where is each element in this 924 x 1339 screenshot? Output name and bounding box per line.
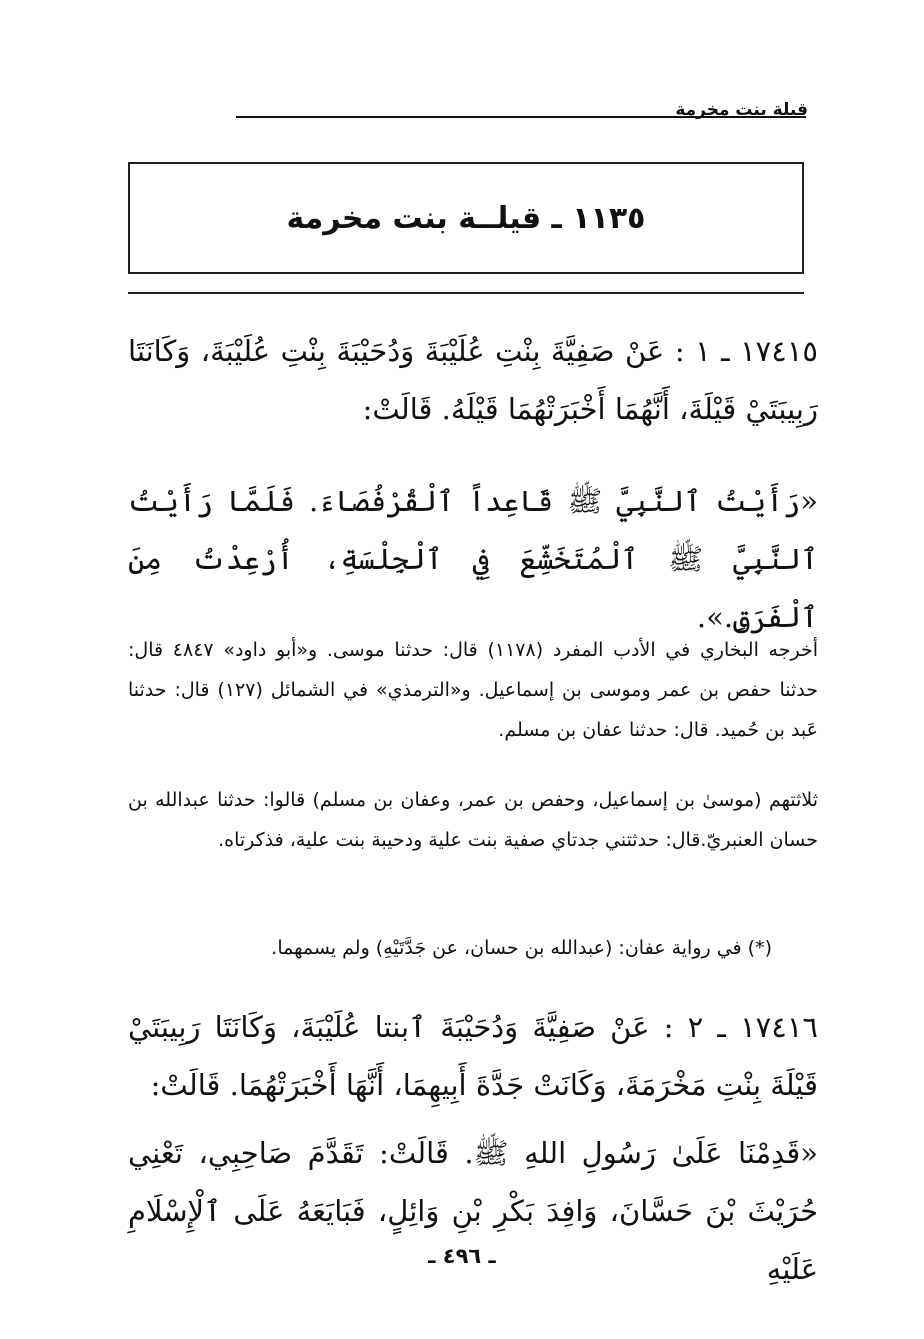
page-number: ـ ٤٩٦ ـ [428,1244,496,1268]
entry-title-box [128,162,804,274]
hadith-1-quote: «رَأَيْتُ ٱلنَّبِيَّ ﷺ قَاعِداً ٱلْقُرْفُصَاءَ. فَلَمَّا رَأَيْتُ ٱلنَّبِيَّ ﷺ ٱلْمُتَخَشِّعَ فِي ٱلْجِلْسَةِ، أُرْعِدْتُ مِنَ ٱلْفَرَقِ.». [128,484,818,634]
footnote: (*) في رواية عفان: (عبدالله بن حسان، عن جَدَّتَيْهِ) ولم يسمهما. [271,937,772,959]
title-under-rule [128,292,804,294]
hadith-1-text: ١٧٤١٥ ـ ١ : عَنْ صَفِيَّةَ بِنْتِ عُلَيْبَةَ وَدُحَيْبَةَ بِنْتِ عُلَيْبَةَ، وَكَانَتَا رَبِيبَتَيْ قَيْلَةَ، أَنَّهُمَا أَخْبَرَتْهُمَا قَيْلَهُ. قَالَتْ: [128,334,818,426]
header-rule [236,116,806,118]
takhrij-paragraph-1: أخرجه البخاري في الأدب المفرد (١١٧٨) قال: حدثنا موسى. و«أبو داود» ٤٨٤٧ قال: حدثنا حفص بن عمر وموسى بن إسماعيل. و«الترمذي» في الشمائل (١٢٧) قال: حدثنا عَبد بن حُميد. قال: حدثنا عفان بن مسلم. [128,639,818,741]
takhrij-paragraph-2: ثلاثتهم (موسىٰ بن إسماعيل، وحفص بن عمر، وعفان بن مسلم) قالوا: حدثنا عبدالله بن حسان العنبريّ.قال: حدثتني جدتاي صفية بنت علية ودحيبة بنت علية، فذكرتاه. [128,789,818,851]
running-header [118,98,808,128]
hadith-2-text: ١٧٤١٦ ـ ٢ : عَنْ صَفِيَّةَ وَدُحَيْبَةَ ٱبنتا عُلَيْبَةَ، وَكَانَتَا رَبِيبَتَيْ قَيْلَةَ بِنْتِ مَخْرَمَةَ، وَكَانَتْ جَدَّةَ أَبِيهِمَا، أَنَّهَا أَخْبَرَتْهُمَا. قَالَتْ: [128,1010,818,1102]
entry-title: ١١٣٥ ـ قيلــة بنت مخرمة [286,200,646,236]
hadith-2-quote: «قَدِمْنَا عَلَىٰ رَسُولِ اللهِ ﷺ. قَالَتْ: تَقَدَّمَ صَاحِبِي، تَعْنِي حُرَيْثَ بْنَ حَسَّانَ، وَافِدَ بَكْرِ بْنِ وَائِلٍ، فَبَايَعَهُ عَلَى ٱلْإِسْلَامِ عَلَيْهِ [128,1136,818,1286]
running-title: قيلة بنت مخرمة [675,100,808,120]
